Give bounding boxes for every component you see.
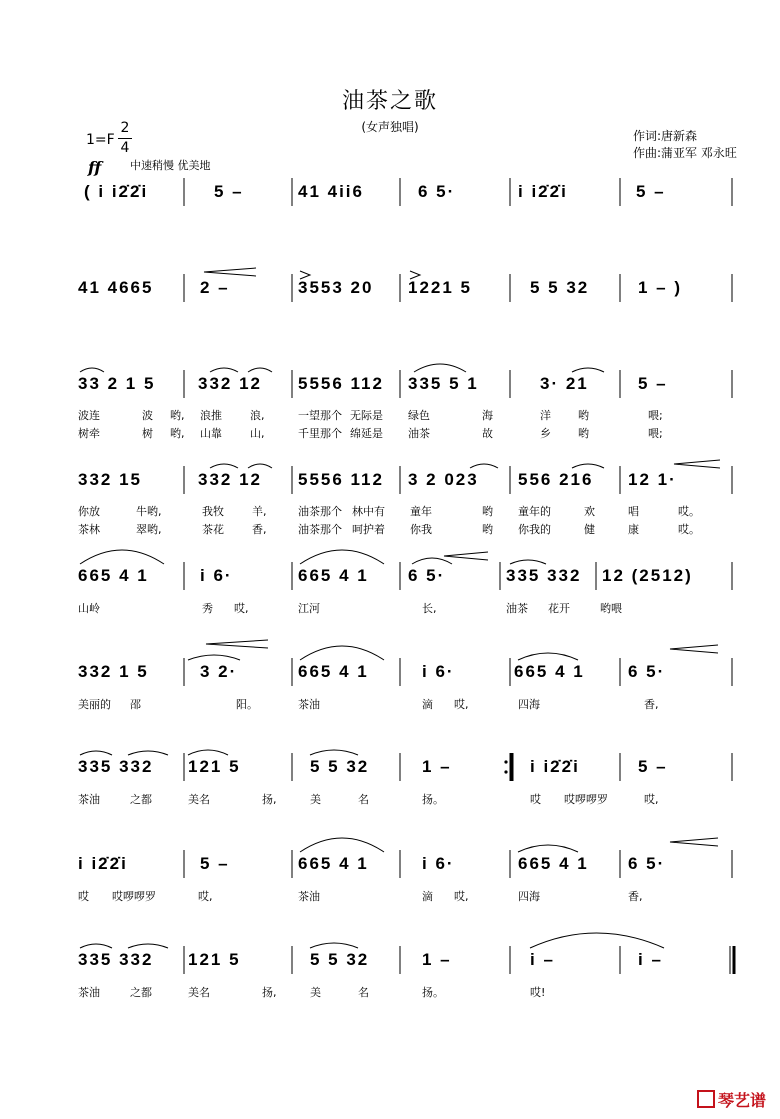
measure: 1221 5 [408, 278, 472, 297]
measure: 665 4 1 [78, 566, 149, 585]
measure: 12 (2512) [602, 566, 693, 585]
slurs [80, 364, 664, 948]
composer-credit: 作曲:蒲亚军 邓永旺 [633, 146, 737, 160]
measure: 5 – [638, 757, 668, 776]
lyricist-credit: 作词:唐新森 [633, 129, 698, 143]
measure: 41 4665 [78, 278, 154, 297]
measure: 5556 112 [298, 374, 384, 393]
measure: 12 1· [628, 470, 677, 489]
measure: 121 5 [188, 950, 241, 969]
dynamic-marking: ff [88, 158, 102, 177]
time-signature-top: 2 [120, 120, 130, 136]
song-subtitle: (女声独唱) [361, 120, 419, 134]
measure: 332 15 [78, 470, 142, 489]
measure: 3 2 023 [408, 470, 479, 489]
measure: i i2̇2̇i [78, 854, 128, 873]
measure: 5556 112 [298, 470, 384, 489]
measure: 5 – [200, 854, 230, 873]
measure: 41 4ii6 [298, 182, 364, 201]
measure: 33 2 1 5 [78, 374, 156, 393]
measure: 5 5 32 [530, 278, 590, 297]
measure: 5 5 32 [310, 757, 370, 776]
measure: 5 5 32 [310, 950, 370, 969]
measure: 5 – [214, 182, 244, 201]
measure: 665 4 1 [514, 662, 585, 681]
measure: 3553 20 [298, 278, 374, 297]
measure: i 6· [422, 662, 455, 681]
measure: 665 4 1 [298, 566, 369, 585]
song-title: 油茶之歌 [341, 89, 438, 114]
measure: 5 – [636, 182, 666, 201]
measure: 3· 21 [540, 374, 589, 393]
measure: 335 332 [78, 757, 154, 776]
score-page: 油茶之歌 (女声独唱) 作词:唐新森 作曲:蒲亚军 邓永旺 1=F 2 4 ff 中速稍慢 优美地 ( i i2̇2̇i 5 – 41 4ii6 6 5· i i2̇2̇i 5 – 41 4665 2 – 3553 20 1221 5 5 5 32 1 – ) 33 2 1 5 332 12 5556 112 335 5 1 3· 21 5 – 波连 波 哟, 浪推 浪, 一望那个 无际是 绿色 海 洋 哟 喂; 树牵 树 哟, 山靠 山, 千里那个 绵延是 油茶 故 乡 哟 喂; 332 15 332 12 5556 112 3 2 023 556 216 12 1· 你放 牛哟, 我牧 羊, 油茶那个 林中有 童年 哟 童年的 欢 唱 哎。 茶林 翠哟, 茶花 香, 油茶那个 呵护着 你我 哟 你我的 健 康 哎。 665 4 1 i 6· 665 4 1 6 5· 335 332 12 (2512) 山岭 秀 哎, 江河 长, 油茶 花开 哟喂 332 1 5 3 2· 665 4 1 i 6· 665 4 1 6 5· 美丽的 邵 阳。 茶油 滴 哎, 四海 香, 335 332 121 5 5 5 32 1 – i i2̇2̇i 5 – 茶油 之都 美名 扬, 美 名 扬。 哎 哎啰啰罗 哎, i i2̇2̇i 5 – 665 4 1 i 6· 665 4 1 6 5· 哎 哎啰啰罗 哎, 茶油 滴 哎, 四海 香, 335 332 121 5 5 5 32 1 – i – i – 茶油 之都 美名 扬, 美 名 扬。 哎! 琴艺谱 [0, 0, 780, 1119]
measure: 6 5· [628, 854, 666, 873]
bar-lines [184, 178, 734, 974]
measure: i i2̇2̇i [518, 182, 568, 201]
measure: 3 2· [200, 662, 238, 681]
measure: 665 4 1 [298, 662, 369, 681]
measure: i 6· [422, 854, 455, 873]
measure: 1 – [422, 950, 452, 969]
measure: 332 1 5 [78, 662, 149, 681]
brand-logo-icon [697, 1090, 715, 1108]
measure: ( i i2̇2̇i [84, 182, 149, 201]
measure: 332 12 [198, 374, 262, 393]
measure: 6 5· [418, 182, 456, 201]
measure: 1 – [422, 757, 452, 776]
measure: 556 216 [518, 470, 594, 489]
crescendo-marks [204, 268, 720, 846]
measure: 335 332 [506, 566, 582, 585]
measure: 335 332 [78, 950, 154, 969]
measure: 6 5· [408, 566, 446, 585]
measure: 2 – [200, 278, 230, 297]
brand-watermark: 琴艺谱 [697, 1088, 766, 1111]
repeat-dots [504, 760, 507, 773]
measure: i i2̇2̇i [530, 757, 580, 776]
measure: 5 – [638, 374, 668, 393]
measure: i – [638, 950, 663, 969]
measure: i 6· [200, 566, 233, 585]
measure: 332 12 [198, 470, 262, 489]
measure: 121 5 [188, 757, 241, 776]
measure: 665 4 1 [298, 854, 369, 873]
measure: i – [530, 950, 555, 969]
key-signature: 1=F [86, 132, 115, 148]
tempo-marking: 中速稍慢 优美地 [130, 159, 211, 172]
measure: 1 – ) [638, 278, 683, 297]
measure: 665 4 1 [518, 854, 589, 873]
measure: 335 5 1 [408, 374, 479, 393]
measure: 6 5· [628, 662, 666, 681]
time-signature-bottom: 4 [120, 140, 130, 156]
